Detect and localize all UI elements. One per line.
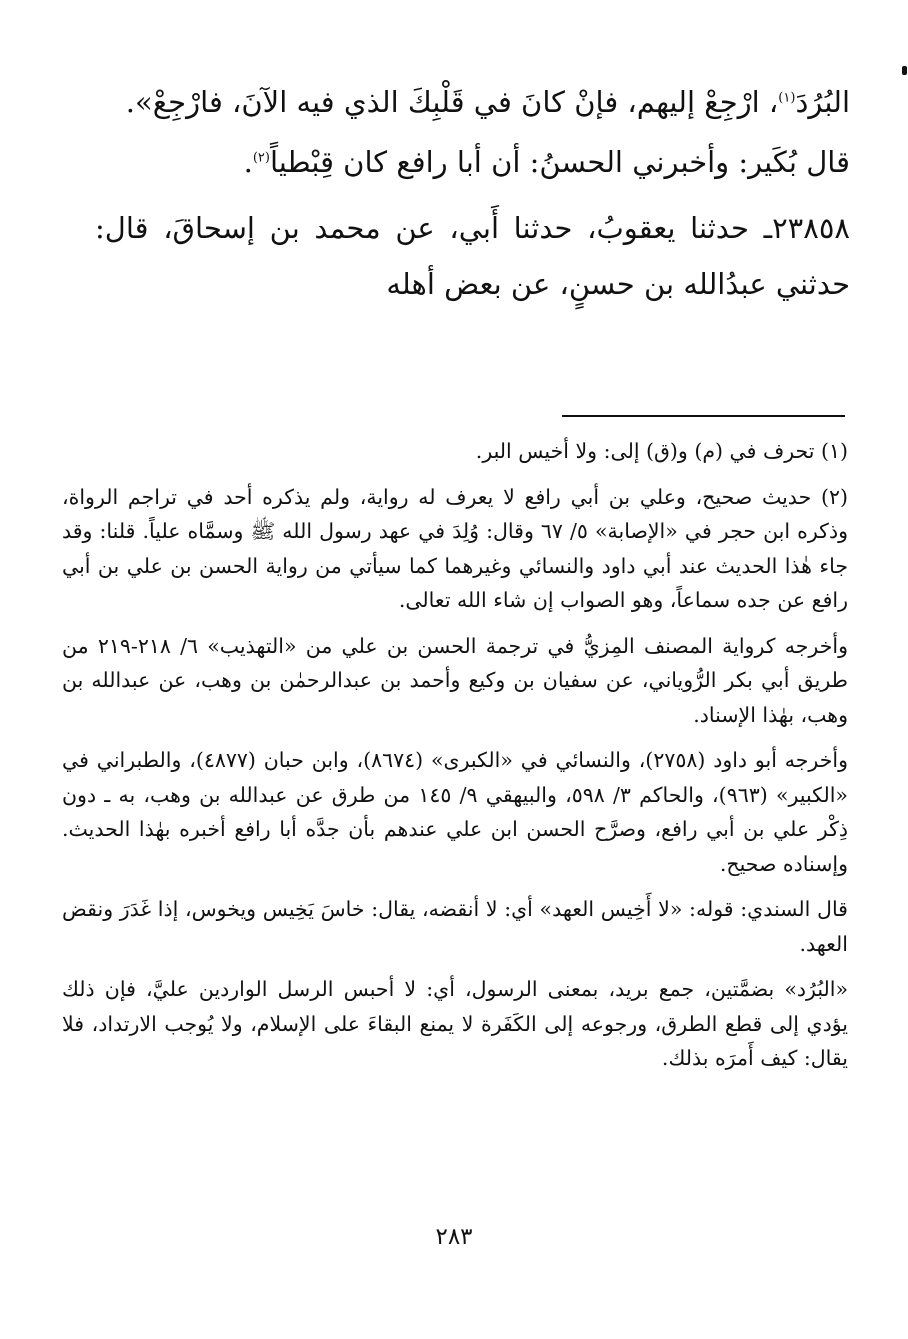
footnote-marker-1: (١): [778, 90, 796, 106]
main-text-segment: قال بُكَير: وأخبرني الحسنُ: أن أبا رافع كان قِبْطياً: [269, 145, 850, 179]
footnote-2: (٢) حديث صحيح، وعلي بن أبي رافع لا يعرف له رواية، ولم يذكره أحد في تراجم الرواة، وذكره ابن حجر في «الإصابة» ٥/ ٦٧ وقال: وُلِدَ في عهد رسول الله ﷺ وسمَّاه علياً. قلنا: وقد جاء هٰذا الحديث عند أبي داود والنسائي وغيرهما كما سيأتي من رواية الحسن بن علي بن أبي رافع عن جده سماعاً، وهو الصواب إن شاء الله تعالى.: [62, 484, 848, 612]
footnote-paragraph-burud: «البُرُد» بضمَّتين، جمع بريد، بمعنى الرسول، أي: لا أحبس الرسل الواردين عليَّ، فإن ذلك يؤدي إلى قطع الطرق، ورجوعه إلى الكَفَرة لا يمنع البقاءَ على الإسلام، ولا يُوجب الارتداد، فلا يقال: كيف أَمرَه بذلك.: [62, 977, 848, 1070]
footnotes: [62, 434, 848, 1076]
footnote-paragraph-mizzi: وأخرجه كرواية المصنف المِزيُّ في ترجمة الحسن بن علي من «التهذيب» ٦/ ٢١٨-٢١٩ من طريق أبي بكر الرُّوياني، عن سفيان بن وكيع وأحمد بن عبدالرحمٰن بن وهب، عن عبدالله بن وهب، بهٰذا الإسناد.: [62, 633, 848, 727]
footnote-paragraph-sindi: قال السندي: قوله: «لا أَخِيس العهد» أي: لا أنقضه، يقال: خاسَ يَخِيس ويخوس، إذا غَدَرَ ونقض العهد.: [62, 897, 848, 956]
footnote-separator: [562, 415, 845, 417]
bukair-paragraph: [95, 134, 850, 190]
footnote-1: (١) تحرف في (م) و(ق) إلى: ولا أخيس البر.: [475, 439, 848, 463]
footnote-paragraph-abudawud: وأخرجه أبو داود (٢٧٥٨)، والنسائي في «الكبرى» (٨٦٧٤)، وابن حبان (٤٨٧٧)، والطبراني في «الكبير» (٩٦٣)، والحاكم ٣/ ٥٩٨، والبيهقي ٩/ ١٤٥ من طرق عن عبدالله بن وهب، به ـ دون ذِكْر علي بن أبي رافع، وصرَّح الحسن ابن علي عندهم بأن جدَّه أبا رافع أخبره بهٰذا الحديث. وإسناده صحيح.: [62, 748, 848, 876]
hadith-23858-paragraph: ٢٣٨٥٨ـ حدثنا يعقوبُ، حدثنا أَبي، عن محمد بن إسحاقَ، قال: حدثني عبدُالله بن حسنٍ، عن بعض أهله: [95, 211, 850, 301]
hadith-ending-paragraph: [95, 74, 850, 130]
margin-mark: [902, 66, 907, 75]
main-text-segment: ، ارْجِعْ إليهم، فإنْ كانَ في قَلْبِكَ الذي فيه الآنَ، فارْجِعْ».: [125, 85, 779, 119]
footnote-marker-2: (٢): [252, 150, 270, 166]
main-text: [95, 74, 850, 312]
main-text-segment: البُرُدَ: [795, 85, 850, 119]
page-number: ٢٨٣: [435, 1224, 473, 1250]
main-text-segment: .: [243, 145, 253, 179]
